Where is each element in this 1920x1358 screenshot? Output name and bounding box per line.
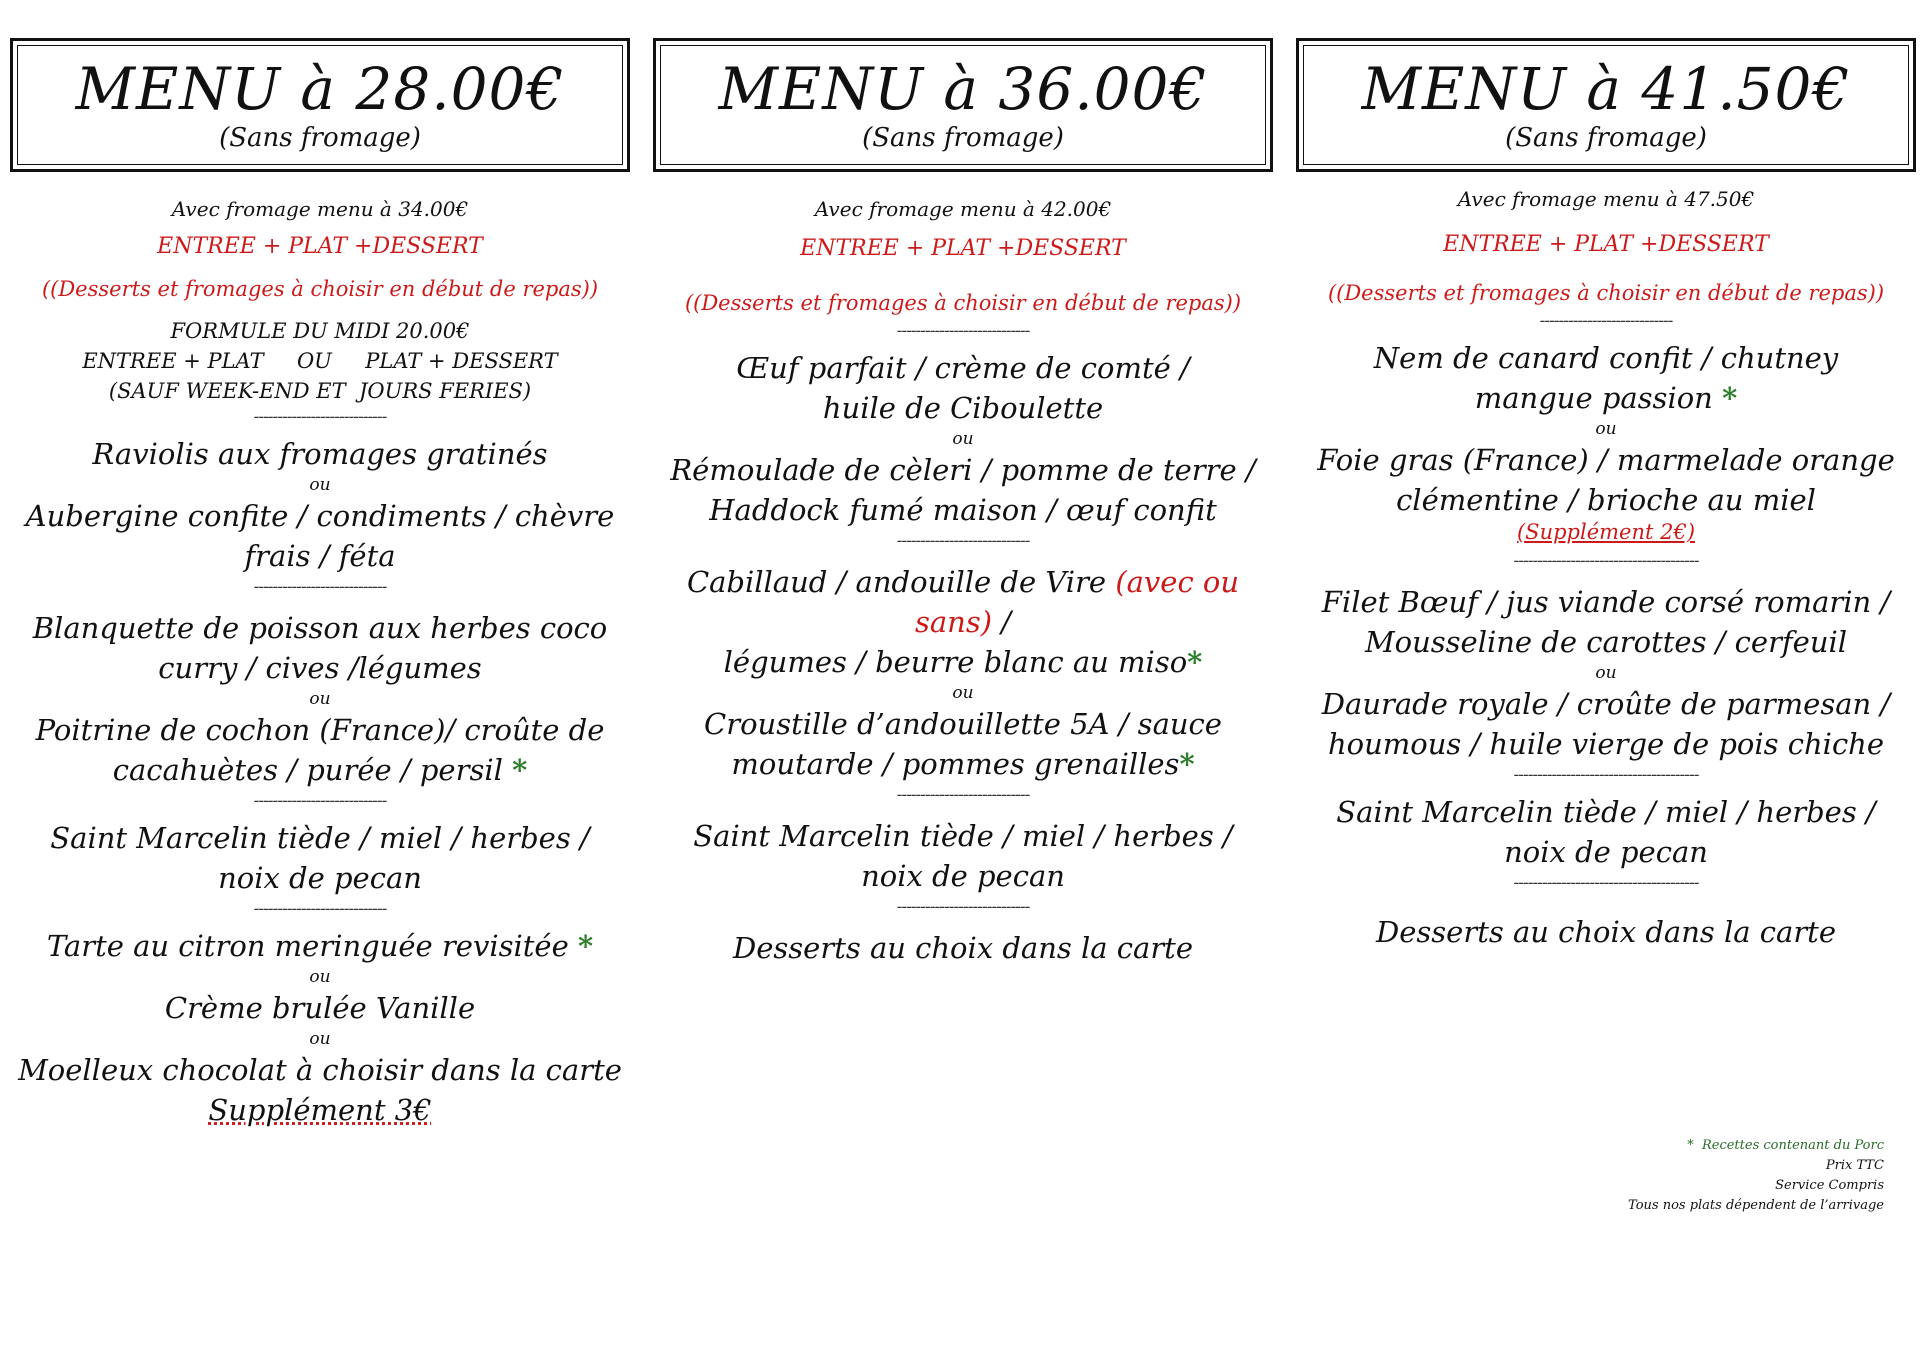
- arrivage-note: Tous nos plats dépendent de l’arrivage: [1628, 1198, 1884, 1213]
- entree-2-line2: Haddock fumé maison / œuf confit: [709, 493, 1217, 527]
- ou-label: ou: [952, 429, 974, 449]
- entree-1: Raviolis aux fromages gratinés: [92, 437, 548, 471]
- dessert: Desserts au choix dans la carte: [733, 931, 1193, 965]
- separator: ----------------------------: [896, 531, 1030, 551]
- footnote: [1628, 1136, 1884, 1216]
- entree-2-line1: Rémoulade de cèleri / pomme de terre /: [670, 453, 1256, 487]
- menu-title: MENU à 28.00€: [75, 55, 565, 123]
- separator: ----------------------------: [1539, 311, 1673, 331]
- cheese-price: Avec fromage menu à 34.00€: [171, 197, 469, 221]
- pork-star-icon: *: [512, 753, 528, 787]
- menu-subtitle: (Sans fromage): [862, 123, 1064, 153]
- pork-option-note: (avec ou sans): [914, 565, 1240, 639]
- order-note: ((Desserts et fromages à choisir en début de repas)): [684, 291, 1242, 315]
- plat-2-line2: houmous / huile vierge de pois chiche: [1327, 727, 1885, 761]
- formula: ENTREE + PLAT +DESSERT: [157, 234, 483, 259]
- ou-label: ou: [1595, 663, 1617, 683]
- plat-1-line2: curry / cives /légumes: [158, 651, 482, 685]
- plat-1-line2: Mousseline de carottes / cerfeuil: [1364, 625, 1848, 659]
- separator: ----------------------------: [253, 577, 387, 597]
- dessert-1-text: Tarte au citron meringuée revisitée: [46, 929, 569, 963]
- menu-28: [10, 38, 630, 1130]
- ou-label: ou: [309, 967, 331, 987]
- plat-2-line2: [10, 750, 630, 790]
- entree-2-line2: frais / féta: [244, 539, 396, 573]
- entree-1-line2-text: mangue passion: [1474, 381, 1713, 415]
- entree-2-line2: clémentine / brioche au miel: [1396, 483, 1816, 517]
- dessert-1: [10, 926, 630, 966]
- separator: ---------------------------------------: [1513, 551, 1699, 571]
- menu-body: [653, 194, 1273, 968]
- separator: ----------------------------: [896, 785, 1030, 805]
- pork-legend-text: Recettes contenant du Porc: [1701, 1138, 1884, 1153]
- entree-1-line2: huile de Ciboulette: [822, 391, 1104, 425]
- separator: ----------------------------: [896, 897, 1030, 917]
- plat-2-line2: [653, 744, 1273, 784]
- entree-1-line1: Œuf parfait / crème de comté /: [736, 351, 1190, 385]
- menu-header: [10, 38, 630, 172]
- menu-subtitle: (Sans fromage): [219, 123, 421, 153]
- ou-label: ou: [309, 475, 331, 495]
- plat-1-line2: [653, 642, 1273, 682]
- formula: ENTREE + PLAT +DESSERT: [800, 236, 1126, 261]
- plat-1-text: Cabillaud / andouille de Vire: [686, 565, 1107, 599]
- cheese-line1: Saint Marcelin tiède / miel / herbes /: [50, 821, 590, 855]
- separator: ----------------------------: [253, 407, 387, 427]
- separator: ---------------------------------------: [1513, 765, 1699, 785]
- cheese-price: Avec fromage menu à 47.50€: [1457, 187, 1755, 211]
- cheese-line2: noix de pecan: [1504, 835, 1708, 869]
- pork-star-icon: *: [1687, 1138, 1694, 1153]
- supplement-text: (Supplément 2€): [1516, 520, 1696, 544]
- menu-body: [1296, 184, 1916, 952]
- price-ttc: Prix TTC: [1825, 1158, 1884, 1173]
- separator: ---------------------------------------: [1513, 873, 1699, 893]
- cheese-line1: Saint Marcelin tiède / miel / herbes /: [1336, 795, 1876, 829]
- cheese-price: Avec fromage menu à 42.00€: [814, 197, 1112, 221]
- plat-1-line1: Filet Bœuf / jus viande corsé romarin /: [1321, 585, 1891, 619]
- entree-2-line1: Foie gras (France) / marmelade orange: [1317, 443, 1895, 477]
- supplement: [1296, 520, 1916, 544]
- plat-2-line1: Poitrine de cochon (France)/ croûte de: [35, 713, 605, 747]
- order-note: ((Desserts et fromages à choisir en début de repas)): [1327, 281, 1885, 305]
- lunch-formula-exception: (SAUF WEEK-END ET JOURS FERIES): [108, 379, 532, 403]
- pork-star-icon: *: [1722, 381, 1738, 415]
- order-note: ((Desserts et fromages à choisir en début de repas)): [41, 277, 599, 301]
- ou-label: ou: [952, 683, 974, 703]
- plat-2-line2-text: moutarde / pommes grenailles: [731, 747, 1180, 781]
- formula: ENTREE + PLAT +DESSERT: [1443, 232, 1769, 257]
- plat-1-line2-text: légumes / beurre blanc au miso: [723, 645, 1188, 679]
- menu-title: MENU à 41.50€: [1361, 55, 1851, 123]
- cheese-line2: noix de pecan: [218, 861, 422, 895]
- service-included: Service Compris: [1775, 1178, 1884, 1193]
- entree-1-line2: [1296, 378, 1916, 418]
- lunch-formula-title: FORMULE DU MIDI 20.00€: [170, 319, 470, 343]
- plat-1-slash: /: [992, 605, 1012, 639]
- cheese-line1: Saint Marcelin tiède / miel / herbes /: [693, 819, 1233, 853]
- cheese-line2: noix de pecan: [861, 859, 1065, 893]
- lunch-formula-options: ENTREE + PLAT OU PLAT + DESSERT: [82, 349, 558, 373]
- supplement-text: Supplément 3€: [208, 1093, 432, 1127]
- dessert-2: Crème brulée Vanille: [164, 991, 476, 1025]
- entree-2-line1: Aubergine confite / condiments / chèvre: [25, 499, 615, 533]
- menu-body: [10, 194, 630, 1130]
- separator: ----------------------------: [896, 321, 1030, 341]
- pork-star-icon: *: [1187, 645, 1203, 679]
- separator: ----------------------------: [253, 899, 387, 919]
- ou-label: ou: [309, 1029, 331, 1049]
- plat-2-line2-text: cacahuètes / purée / persil: [112, 753, 503, 787]
- pork-legend: [1628, 1136, 1884, 1156]
- plat-2-line1: Daurade royale / croûte de parmesan /: [1321, 687, 1891, 721]
- entree-1-line1: Nem de canard confit / chutney: [1373, 341, 1839, 375]
- plat-2-line1: Croustille d’andouillette 5A / sauce: [704, 707, 1222, 741]
- plat-1-line1: [653, 562, 1273, 642]
- menu-header: [653, 38, 1273, 172]
- dessert: Desserts au choix dans la carte: [1376, 915, 1836, 949]
- pork-star-icon: *: [577, 929, 594, 963]
- plat-1-line1: Blanquette de poisson aux herbes coco: [32, 611, 608, 645]
- menu-title: MENU à 36.00€: [718, 55, 1208, 123]
- dessert-3: Moelleux chocolat à choisir dans la carte: [18, 1053, 622, 1087]
- separator: ----------------------------: [253, 791, 387, 811]
- menu-41-50: [1296, 38, 1916, 952]
- ou-label: ou: [1595, 419, 1617, 439]
- ou-label: ou: [309, 689, 331, 709]
- menu-36: [653, 38, 1273, 968]
- pork-star-icon: *: [1179, 747, 1195, 781]
- supplement: [10, 1090, 630, 1130]
- menu-subtitle: (Sans fromage): [1505, 123, 1707, 153]
- menu-header: [1296, 38, 1916, 172]
